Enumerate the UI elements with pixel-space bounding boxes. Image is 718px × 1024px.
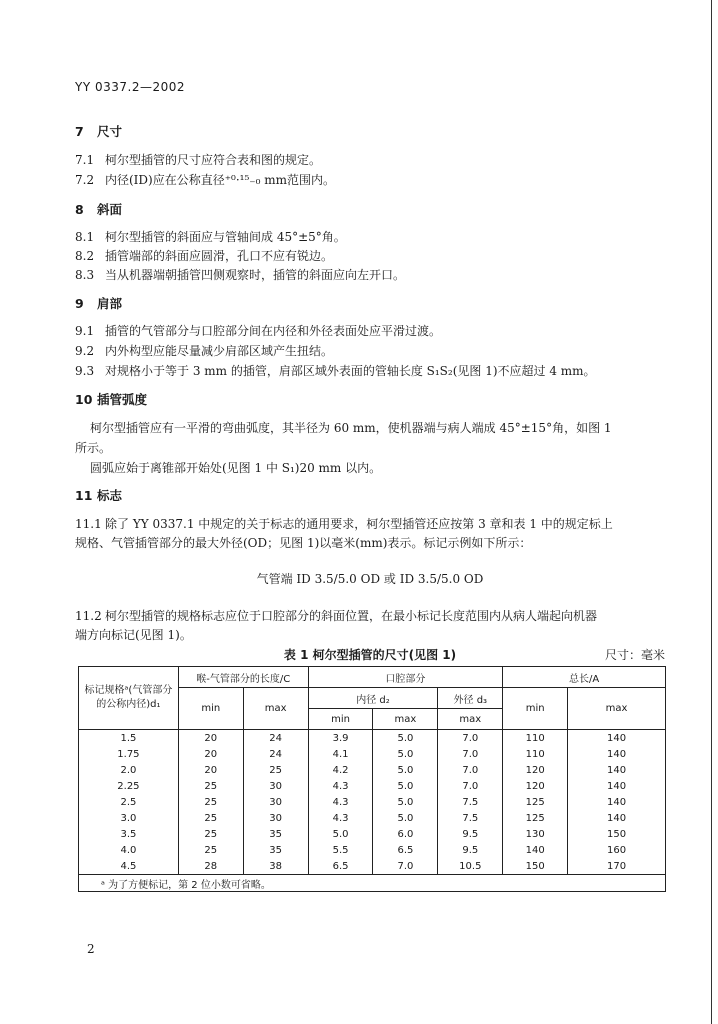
table-cell: 3.9 (308, 730, 373, 747)
table-footnote: ᵃ 为了方便标记，第 2 位小数可省略。 (79, 875, 666, 892)
clause-9-2: 9.2 内外构型应能尽量减少肩部区域产生扭结。 (75, 344, 334, 358)
table-cell: 5.0 (308, 826, 373, 842)
header-max: max (243, 688, 308, 730)
table-cell: 25 (243, 762, 308, 778)
section-8-title: 8 斜面 (75, 202, 123, 217)
section-10-paragraph-1-cont: 所示。 (75, 441, 112, 455)
clause-8-2: 8.2 插管端部的斜面应圆滑，孔口不应有锐边。 (75, 249, 334, 263)
table-cell: 140 (568, 746, 666, 762)
clause-9-3: 9.3 对规格小于等于 3 mm 的插管，肩部区域外表面的管轴长度 S₁S₂(见图 1)不应超过 4 mm。 (75, 364, 596, 378)
table-row (79, 842, 666, 858)
table-cell: 5.0 (373, 794, 438, 810)
table-cell: 2.5 (79, 794, 179, 810)
clause-7-1: 7.1 柯尔型插管的尺寸应符合表和图的规定。 (75, 153, 322, 167)
clause-8-1: 8.1 柯尔型插管的斜面应与管轴间成 45°±5°角。 (75, 230, 346, 244)
table-cell: 1.5 (79, 730, 179, 747)
table-cell: 24 (243, 746, 308, 762)
table-cell: 6.5 (308, 858, 373, 875)
table-cell: 7.5 (438, 810, 503, 826)
clause-7-2: 7.2 内径(ID)应在公称直径⁺⁰·¹⁵₋₀ mm范围内。 (75, 173, 336, 187)
table-cell: 4.5 (79, 858, 179, 875)
header-max: max (568, 688, 666, 730)
table-cell: 9.5 (438, 826, 503, 842)
table-cell: 4.3 (308, 778, 373, 794)
header-min: min (503, 688, 568, 730)
table-row (79, 810, 666, 826)
table-cell: 125 (503, 794, 568, 810)
table-row (79, 778, 666, 794)
header-outer-diameter: 外径 d₃ (438, 688, 503, 709)
table-row (79, 746, 666, 762)
table-cell: 7.0 (438, 778, 503, 794)
table-cell: 25 (178, 810, 243, 826)
table-cell: 150 (568, 826, 666, 842)
table-cell: 35 (243, 842, 308, 858)
table-cell: 2.0 (79, 762, 179, 778)
header-total-length: 总长/A (503, 667, 666, 688)
table-unit: 尺寸：毫米 (604, 648, 665, 662)
table-cell: 140 (568, 810, 666, 826)
table-cell: 5.0 (373, 730, 438, 747)
table-cell: 120 (503, 762, 568, 778)
table-cell: 25 (178, 794, 243, 810)
table-cell: 5.0 (373, 746, 438, 762)
table-cell: 5.0 (373, 762, 438, 778)
table-cell: 7.0 (438, 746, 503, 762)
table-cell: 160 (568, 842, 666, 858)
clause-11-2: 11.2 柯尔型插管的规格标志应位于口腔部分的斜面位置，在最小标记长度范围内从病人端起向机器 (75, 609, 598, 623)
table-cell: 25 (178, 842, 243, 858)
table-cell: 140 (568, 794, 666, 810)
table-cell: 170 (568, 858, 666, 875)
table-row (79, 730, 666, 747)
table-cell: 20 (178, 762, 243, 778)
clause-11-2-cont: 端方向标记(见图 1)。 (75, 628, 192, 642)
table-body (79, 730, 666, 875)
table-cell: 110 (503, 730, 568, 747)
clause-8-3: 8.3 当从机器端朝插管凹侧观察时，插管的斜面应向左开口。 (75, 268, 406, 282)
table-cell: 20 (178, 746, 243, 762)
table-cell: 5.0 (373, 778, 438, 794)
dimensions-table (78, 666, 666, 892)
marking-example: 气管端 ID 3.5/5.0 OD 或 ID 3.5/5.0 OD (256, 572, 484, 586)
table-cell: 7.5 (438, 794, 503, 810)
header-min: min (308, 709, 373, 730)
table-cell: 24 (243, 730, 308, 747)
table-cell: 30 (243, 794, 308, 810)
table-caption: 表 1 柯尔型插管的尺寸(见图 1) (283, 648, 457, 662)
scan-border-line (711, 0, 712, 1024)
table-cell: 25 (178, 826, 243, 842)
header-trachea-length: 喉-气管部分的长度/C (178, 667, 308, 688)
table-cell: 28 (178, 858, 243, 875)
clause-11-1: 11.1 除了 YY 0337.1 中规定的关于标志的通用要求，柯尔型插管还应按第 3 章和表 1 中的规定标上 (75, 517, 613, 531)
table-cell: 140 (503, 842, 568, 858)
table-cell: 38 (243, 858, 308, 875)
table-cell: 6.5 (373, 842, 438, 858)
table-cell: 140 (568, 778, 666, 794)
header-max: max (373, 709, 438, 730)
header-inner-diameter: 内径 d₂ (308, 688, 438, 709)
table-cell: 110 (503, 746, 568, 762)
table-cell: 35 (243, 826, 308, 842)
table-cell: 4.0 (79, 842, 179, 858)
clause-9-1: 9.1 插管的气管部分与口腔部分间在内径和外径表面处应平滑过渡。 (75, 324, 442, 338)
table-row (79, 858, 666, 875)
section-9-title: 9 肩部 (75, 296, 123, 311)
standard-header: YY 0337.2—2002 (75, 80, 186, 94)
table-cell: 3.5 (79, 826, 179, 842)
table-cell: 130 (503, 826, 568, 842)
section-10-paragraph-1: 柯尔型插管应有一平滑的弯曲弧度，其半径为 60 mm，使机器端与病人端成 45°±15°角，如图 1 (90, 421, 612, 435)
table-cell: 5.5 (308, 842, 373, 858)
header-min: min (178, 688, 243, 730)
table-cell: 4.3 (308, 810, 373, 826)
section-10-paragraph-2: 圆弧应始于离锥部开始处(见图 1 中 S₁)20 mm 以内。 (90, 461, 382, 475)
table-cell: 3.0 (79, 810, 179, 826)
table-cell: 7.0 (438, 730, 503, 747)
header-oral-part: 口腔部分 (308, 667, 503, 688)
table-cell: 30 (243, 810, 308, 826)
table-cell: 1.75 (79, 746, 179, 762)
table-cell: 140 (568, 730, 666, 747)
page-number: 2 (87, 942, 95, 956)
table-cell: 20 (178, 730, 243, 747)
table-cell: 7.0 (438, 762, 503, 778)
table-cell: 2.25 (79, 778, 179, 794)
table-cell: 4.3 (308, 794, 373, 810)
header-max: max (438, 709, 503, 730)
table-row (79, 794, 666, 810)
table-row (79, 826, 666, 842)
table-cell: 125 (503, 810, 568, 826)
clause-11-1-cont: 规格、气管插管部分的最大外径(OD；见图 1)以毫米(mm)表示。标记示例如下所示： (75, 536, 532, 550)
table-cell: 25 (178, 778, 243, 794)
table-cell: 5.0 (373, 810, 438, 826)
table-cell: 120 (503, 778, 568, 794)
section-10-title: 10 插管弧度 (75, 392, 148, 407)
table-cell: 7.0 (373, 858, 438, 875)
header-size: 标记规格ᵃ(气管部分的公称内径)d₁ (79, 667, 179, 730)
section-11-title: 11 标志 (75, 488, 123, 503)
table-cell: 6.0 (373, 826, 438, 842)
table-cell: 140 (568, 762, 666, 778)
table-cell: 10.5 (438, 858, 503, 875)
table-cell: 30 (243, 778, 308, 794)
section-7-title: 7 尺寸 (75, 124, 123, 139)
table-cell: 4.2 (308, 762, 373, 778)
table-cell: 150 (503, 858, 568, 875)
table-cell: 9.5 (438, 842, 503, 858)
table-row (79, 762, 666, 778)
table-cell: 4.1 (308, 746, 373, 762)
